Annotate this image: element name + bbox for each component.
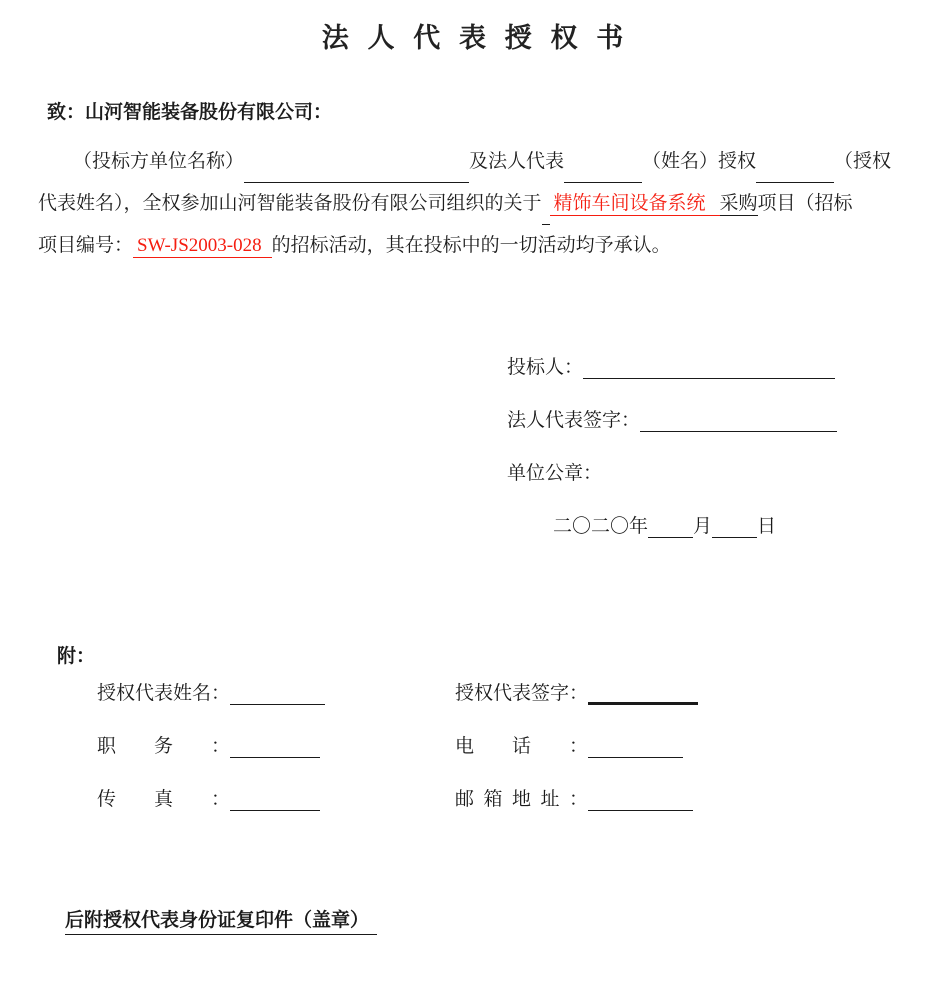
- blank-email: [588, 789, 693, 811]
- and-legal-rep-label: 及法人代表: [469, 151, 565, 172]
- project-no-red-text: SW-JS2003-028: [133, 235, 272, 258]
- rep-sign-label: 授权代表签字：: [455, 683, 589, 704]
- date-month-text: 月: [693, 516, 713, 537]
- signature-block: [507, 352, 837, 564]
- project-tender-text: 项目（招标: [757, 193, 853, 214]
- email-label: 邮箱地址：: [455, 789, 588, 810]
- bidder-name-label: （投标方单位名称）: [73, 151, 245, 172]
- attachment-cell: [97, 784, 455, 837]
- paragraph-line-2: [38, 183, 928, 225]
- paragraph-line-1: [38, 141, 928, 183]
- footer-note: [65, 905, 377, 932]
- job-title-label: 职务：: [97, 736, 230, 757]
- blank-authorized-name: [756, 161, 834, 183]
- line3-tail-text: 的招标活动，其在投标中的一切活动均予承认。: [271, 235, 671, 256]
- blank-month: [648, 516, 693, 538]
- procurement-underlined-text: 采购: [719, 193, 758, 214]
- salutation-line: 致：山河智能装备股份有限公司：: [47, 102, 333, 123]
- phone-label: 电话：: [455, 736, 588, 757]
- blank-legal-rep-name: [564, 161, 642, 183]
- project-no-label: 项目编号：: [38, 235, 134, 256]
- attachment-row-title-phone: [97, 731, 698, 784]
- blank-legal-rep-signature: [640, 410, 837, 432]
- attachment-row-name-sign: [97, 678, 698, 731]
- attachment-cell: [455, 731, 683, 784]
- attachment-block: [57, 641, 698, 837]
- fax-label: 传真：: [97, 789, 230, 810]
- blank-bidder-signature: [583, 357, 835, 379]
- rep-name-label: 授权代表姓名：: [97, 683, 231, 704]
- date-day-text: 日: [757, 516, 777, 537]
- attachment-row-fax-email: [97, 784, 698, 837]
- blank-phone: [588, 736, 683, 758]
- paragraph-line-3: [38, 225, 928, 267]
- body-paragraph: [38, 141, 928, 267]
- line2-lead-text: 代表姓名），全权参加山河智能装备股份有限公司组织的关于: [38, 193, 542, 214]
- blank-bidder-name: [244, 161, 469, 183]
- project-name-red-text: 精饰车间设备系统: [550, 193, 720, 216]
- blank-rep-sign: [588, 681, 698, 705]
- attachment-cell: [455, 678, 698, 731]
- attachment-cell: [455, 784, 693, 837]
- attachment-rows: [57, 678, 698, 837]
- blank-fax: [230, 789, 320, 811]
- bidder-label: 投标人：: [507, 357, 584, 378]
- page-title: 法 人 代 表 授 权 书: [321, 23, 630, 53]
- name-authorize-label: （姓名）授权: [642, 151, 757, 172]
- date-row: [553, 511, 837, 564]
- footer-note-text: 后附授权代表身份证复印件（盖章）: [65, 910, 377, 935]
- legal-rep-signature-row: [507, 405, 837, 458]
- attachment-heading: 附：: [57, 646, 96, 667]
- company-seal-row: [507, 458, 837, 511]
- bidder-signature-row: [507, 352, 837, 405]
- authorized-open-label: （授权: [834, 151, 892, 172]
- blank-day: [712, 516, 757, 538]
- date-year-text: 二〇二〇年: [553, 516, 649, 537]
- attachment-cell: [97, 731, 455, 784]
- blank-job-title: [230, 736, 320, 758]
- legal-rep-sign-label: 法人代表签字：: [507, 410, 641, 431]
- blank-before-project-name: [542, 203, 550, 225]
- company-seal-label: 单位公章：: [507, 463, 603, 484]
- blank-rep-name: [230, 683, 325, 705]
- attachment-cell: [97, 678, 455, 731]
